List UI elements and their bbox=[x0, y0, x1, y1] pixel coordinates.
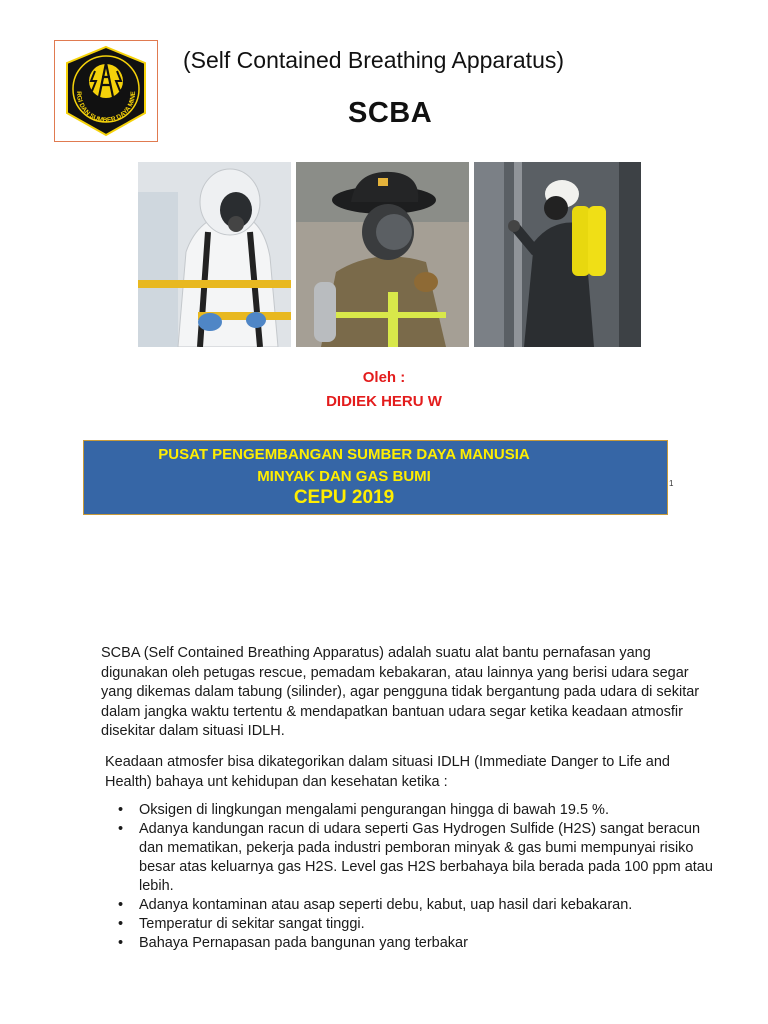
idlh-bullet-list bbox=[118, 801, 718, 953]
list-item: • Temperatur di sekitar sangat tinggi. bbox=[118, 915, 718, 934]
intro-paragraph: SCBA (Self Contained Breathing Apparatus) adalah suatu alat bantu pernafasan yang digunakan oleh petugas rescue, pemadam kebakaran, atau lainnya yang berisi udara segar yang dikemas dalam tabung (silinder), agar pengguna tidak bergantung pada udara di sekitar dalam jangka waktu tertentu & mendapatkan bantuan udara segar ketika keadaan atmosfir disekitar dalam situasi IDLH. bbox=[101, 645, 700, 739]
banner-line-3: CEPU 2019 bbox=[293, 487, 395, 508]
page-number: 1 bbox=[669, 479, 674, 488]
list-item: • Bahaya Pernapasan pada bangunan yang terbakar bbox=[118, 934, 718, 953]
firefighter-photo bbox=[296, 162, 469, 347]
banner-line-1: PUSAT PENGEMBANGAN SUMBER DAYA MANUSIA bbox=[158, 446, 530, 463]
idlh-paragraph: Keadaan atmosfer bisa dikategorikan dalam situasi IDLH (Immediate Danger to Life and Health) bahaya unt kehidupan dan kesehatan ketika : bbox=[105, 754, 670, 790]
esdm-logo bbox=[54, 40, 158, 142]
list-item: • Oksigen di lingkungan mengalami pengurangan hingga di bawah 19.5 %. bbox=[118, 801, 718, 820]
institution-banner bbox=[83, 440, 668, 515]
document-title: SCBA bbox=[348, 97, 433, 129]
document-subtitle: (Self Contained Breathing Apparatus) bbox=[183, 47, 565, 73]
author-label: Oleh : bbox=[362, 369, 406, 386]
hazmat-suit-photo bbox=[138, 162, 291, 347]
list-item: • Adanya kandungan racun di udara seperti Gas Hydrogen Sulfide (H2S) sangat beracun dan mematikan, pekerja pada industri pemboran minyak & gas bumi mempunyai risiko besar atas keluarnya gas H2S. Level gas H2S berbahaya bila berada pada 100 ppm atau lebih. bbox=[118, 820, 718, 896]
esdm-emblem-icon bbox=[55, 41, 157, 141]
logo-ring-text: RGI DAN SUMBER DAYA MINE bbox=[74, 91, 138, 125]
list-item: • Adanya kontaminan atau asap seperti debu, kabut, uap hasil dari kebakaran. bbox=[118, 896, 718, 915]
author-name: DIDIEK HERU W bbox=[326, 393, 442, 410]
banner-line-2: MINYAK DAN GAS BUMI bbox=[257, 468, 431, 485]
industrial-worker-photo bbox=[474, 162, 641, 347]
